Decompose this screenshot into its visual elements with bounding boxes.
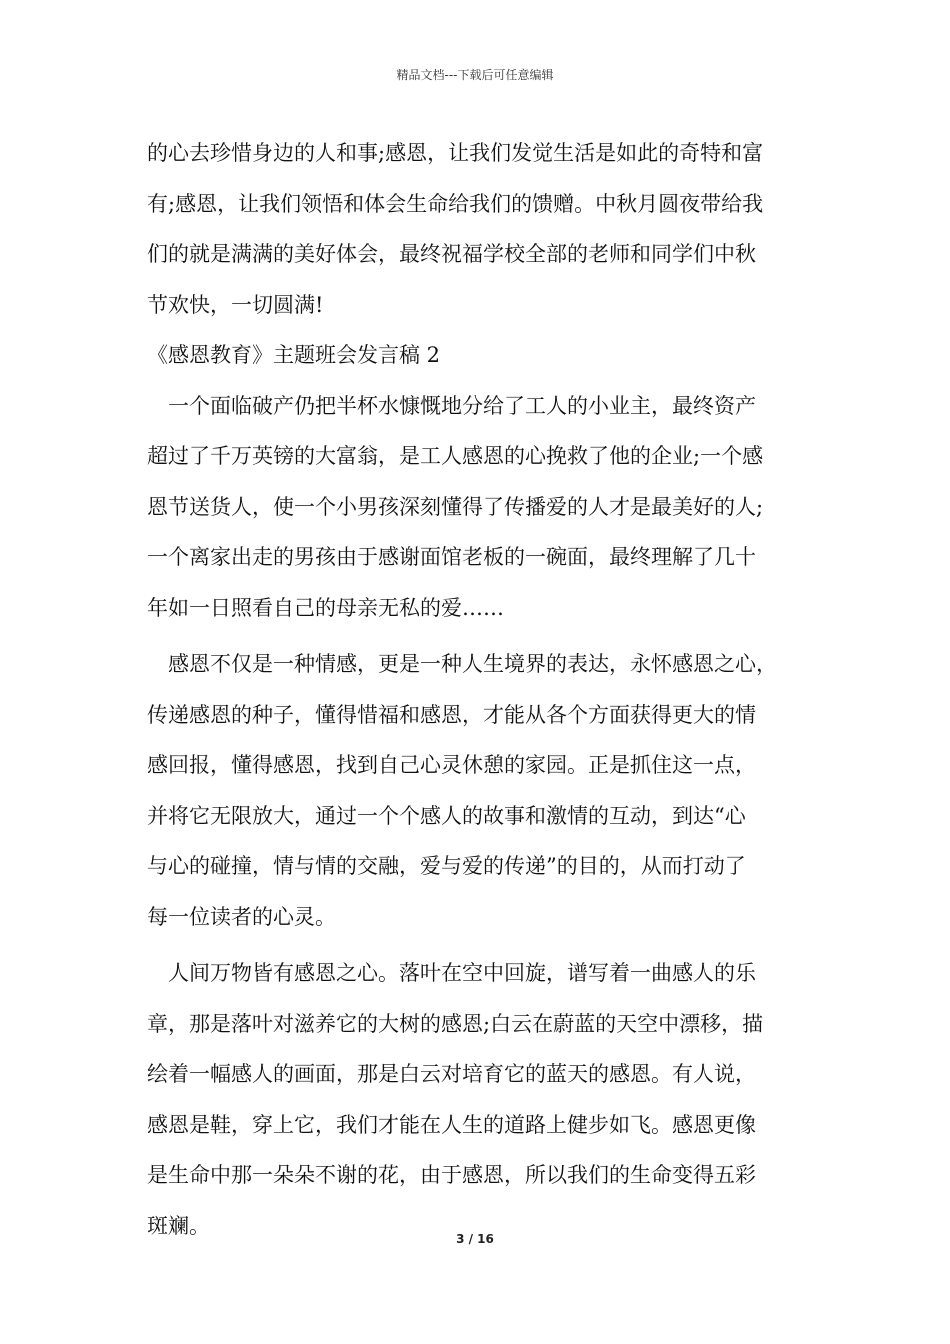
text-line: 恩节送货人，使一个小男孩深刻懂得了传播爱的人才是最美好的人; (147, 494, 764, 519)
text-line: 年如一日照看自己的母亲无私的爱…… (147, 595, 504, 620)
text-line: 斑斓。 (147, 1213, 210, 1238)
text-line: 的心去珍惜身边的人和事;感恩，让我们发觉生活是如此的奇特和富 (147, 141, 764, 165)
text-line: 们的就是满满的美好体会，最终祝福学校全部的老师和同学们中秋 (147, 242, 756, 266)
paragraph-gratitude (147, 639, 817, 942)
text-line: 与心的碰撞，情与情的交融，爱与爱的传递”的目的，从而打动了 (147, 854, 746, 878)
text-line: 有;感恩，让我们领悟和体会生命给我们的馈赠。中秋月圆夜带给我 (147, 191, 764, 216)
text-line: 传递感恩的种子，懂得惜福和感恩，才能从各个方面获得更大的情 (147, 702, 756, 727)
text-line: 绘着一幅感人的画面，那是白云对培育它的蓝天的感恩。有人说， (147, 1062, 756, 1086)
document-body (147, 128, 817, 1251)
text-line: 人间万物皆有感恩之心。落叶在空中回旋，谱写着一曲感人的乐 (147, 961, 756, 985)
text-line: 并将它无限放大，通过一个个感人的故事和激情的互动，到达“心 (147, 803, 746, 828)
text-line: 一个离家出走的男孩由于感谢面馆老板的一碗面，最终理解了几十 (147, 545, 756, 569)
text-line: 每一位读者的心灵。 (147, 904, 336, 929)
paragraph-closing (147, 128, 817, 330)
text-line: 一个面临破产仍把半杯水慷慨地分给了工人的小业主，最终资产 (147, 393, 756, 418)
text-line: 节欢快，一切圆满! (147, 292, 324, 317)
text-line: 感回报，懂得感恩，找到自己心灵休憩的家园。正是抓住这一点， (147, 753, 756, 777)
text-line: 章，那是落叶对滋养它的大树的感恩;白云在蔚蓝的天空中漂移，描 (147, 1011, 764, 1036)
paragraph-nature (147, 948, 817, 1251)
text-line: 感恩不仅是一种情感，更是一种人生境界的表达，永怀感恩之心， (147, 652, 777, 676)
text-line: 超过了千万英镑的大富翁，是工人感恩的心挽救了他的企业;一个感 (147, 444, 764, 468)
paragraph-stories (147, 381, 817, 634)
page-header: 精品文档---下载后可任意编辑 (396, 68, 554, 82)
page-number: 3 / 16 (456, 1232, 494, 1246)
section-title: 《感恩教育》主题班会发言稿 2 (147, 343, 441, 367)
text-line: 感恩是鞋，穿上它，我们才能在人生的道路上健步如飞。感恩更像 (147, 1112, 756, 1137)
text-line: 是生命中那一朵朵不谢的花，由于感恩，所以我们的生命变得五彩 (147, 1163, 756, 1187)
